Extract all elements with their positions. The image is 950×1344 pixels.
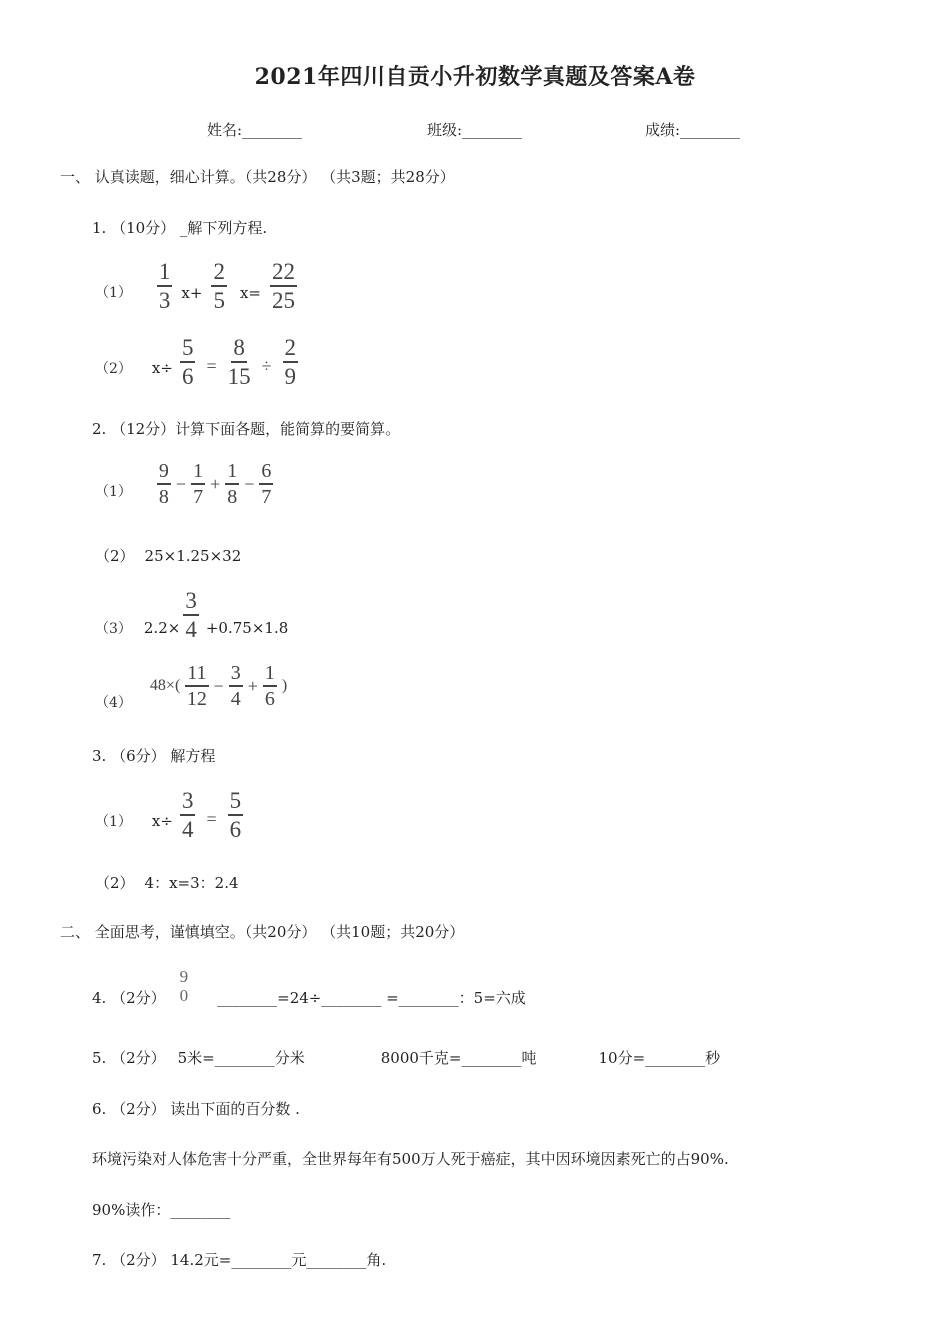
fraction: $\frac{1}{8}$: [227, 460, 238, 508]
part-label: （2）: [95, 361, 132, 377]
blank-b: 8000千克=________吨: [380, 1049, 537, 1067]
question-1: 1. （10分） _解下列方程.: [92, 219, 268, 237]
score-field: 成绩:________: [645, 121, 741, 139]
fraction: $\frac{11}{12}$: [186, 662, 207, 710]
q1-part-2: [95, 336, 301, 388]
q1-part-1: [95, 260, 300, 312]
q3-part-2: [95, 872, 239, 893]
expr-text: x=: [239, 284, 261, 302]
name-field: 姓名:________: [207, 121, 303, 139]
class-field: 班级:________: [427, 121, 523, 139]
expr-text: +0.75×1.8: [205, 619, 289, 637]
fraction: $\frac{1}{7}$: [193, 460, 204, 508]
expr-text: 2.2×: [143, 619, 181, 637]
fraction: $\frac{6}{7}$: [261, 460, 272, 508]
question-number: 5. （2分）: [92, 1049, 166, 1067]
fraction: $\frac{5}{6}$: [181, 335, 194, 389]
expr-text: ÷: [261, 355, 272, 376]
question-4: [92, 963, 526, 1008]
fraction: $\frac{1}{3}$: [158, 259, 171, 313]
q2-part-4: [95, 660, 289, 712]
fraction: $\frac{3}{4}$: [185, 588, 197, 642]
part-label: （2）: [95, 547, 135, 565]
operator: −: [213, 675, 224, 696]
fraction: 9 0: [179, 966, 189, 1005]
fraction: $\frac{3}{4}$: [230, 662, 241, 710]
fraction: $\frac{9}{8}$: [158, 460, 169, 508]
part-label: （1）: [95, 285, 132, 301]
fraction: $\frac{3}{4}$: [181, 788, 194, 842]
expr-text: 4：x=3：2.4: [144, 874, 239, 892]
section-2-heading: 二、 全面思考，谨慎填空。（共20分） （共10题；共20分）: [60, 923, 465, 941]
fraction: $\frac{2}{5}$: [213, 259, 225, 313]
fraction: $\frac{8}{15}$: [227, 335, 251, 389]
question-6: 6. （2分） 读出下面的百分数 .: [92, 1100, 300, 1118]
expr-text: 48×(: [149, 677, 181, 694]
expr-text: 25×1.25×32: [144, 547, 242, 565]
part-label: （1）: [95, 484, 132, 500]
expr-text: x÷: [151, 812, 173, 830]
expr-text: ): [281, 677, 288, 694]
operator: +: [210, 473, 221, 494]
section-1-heading: 一、 认真读题，细心计算。（共28分） （共3题；共28分）: [60, 168, 455, 186]
fraction: $\frac{2}{9}$: [284, 335, 296, 389]
question-6-paragraph: 环境污染对人体危害十分严重，全世界每年有500万人死于癌症，其中因环境因素死亡的占90%.: [92, 1150, 729, 1168]
expr-text: x+: [181, 284, 203, 302]
blank-a: 5米=________分米: [177, 1049, 305, 1067]
q3-part-1: [95, 789, 246, 841]
question-number: 4. （2分）: [92, 989, 166, 1007]
question-5: [92, 1047, 720, 1068]
q2-part-1: [95, 461, 276, 507]
operator: −: [244, 473, 255, 494]
question-6-answer: 90%读作：________: [92, 1201, 231, 1219]
fraction: $\frac{22}{25}$: [271, 259, 295, 313]
question-2: 2. （12分）计算下面各题，能简算的要简算。: [92, 420, 401, 438]
q2-part-3: [95, 589, 288, 641]
part-label: （4）: [95, 695, 132, 711]
expr-text: =: [206, 808, 217, 829]
operator: +: [247, 675, 258, 696]
expr-text: =: [206, 355, 217, 376]
fraction: $\frac{1}{6}$: [264, 662, 275, 710]
blank-expression: ________=24÷________ =________：5=六成: [217, 989, 526, 1007]
part-label: （1）: [95, 814, 132, 830]
blank-c: 10分=________秒: [598, 1049, 721, 1067]
part-label: （3）: [95, 621, 132, 637]
part-label: （2）: [95, 874, 135, 892]
q2-part-2: [95, 545, 241, 566]
question-3: 3. （6分） 解方程: [92, 747, 216, 765]
page-title: 2021年四川自贡小升初数学真题及答案A卷: [254, 64, 696, 90]
operator: −: [175, 473, 187, 494]
expr-text: x÷: [151, 359, 173, 377]
fraction: $\frac{5}{6}$: [229, 788, 242, 842]
question-7: 7. （2分） 14.2元=________元________角.: [92, 1251, 387, 1269]
